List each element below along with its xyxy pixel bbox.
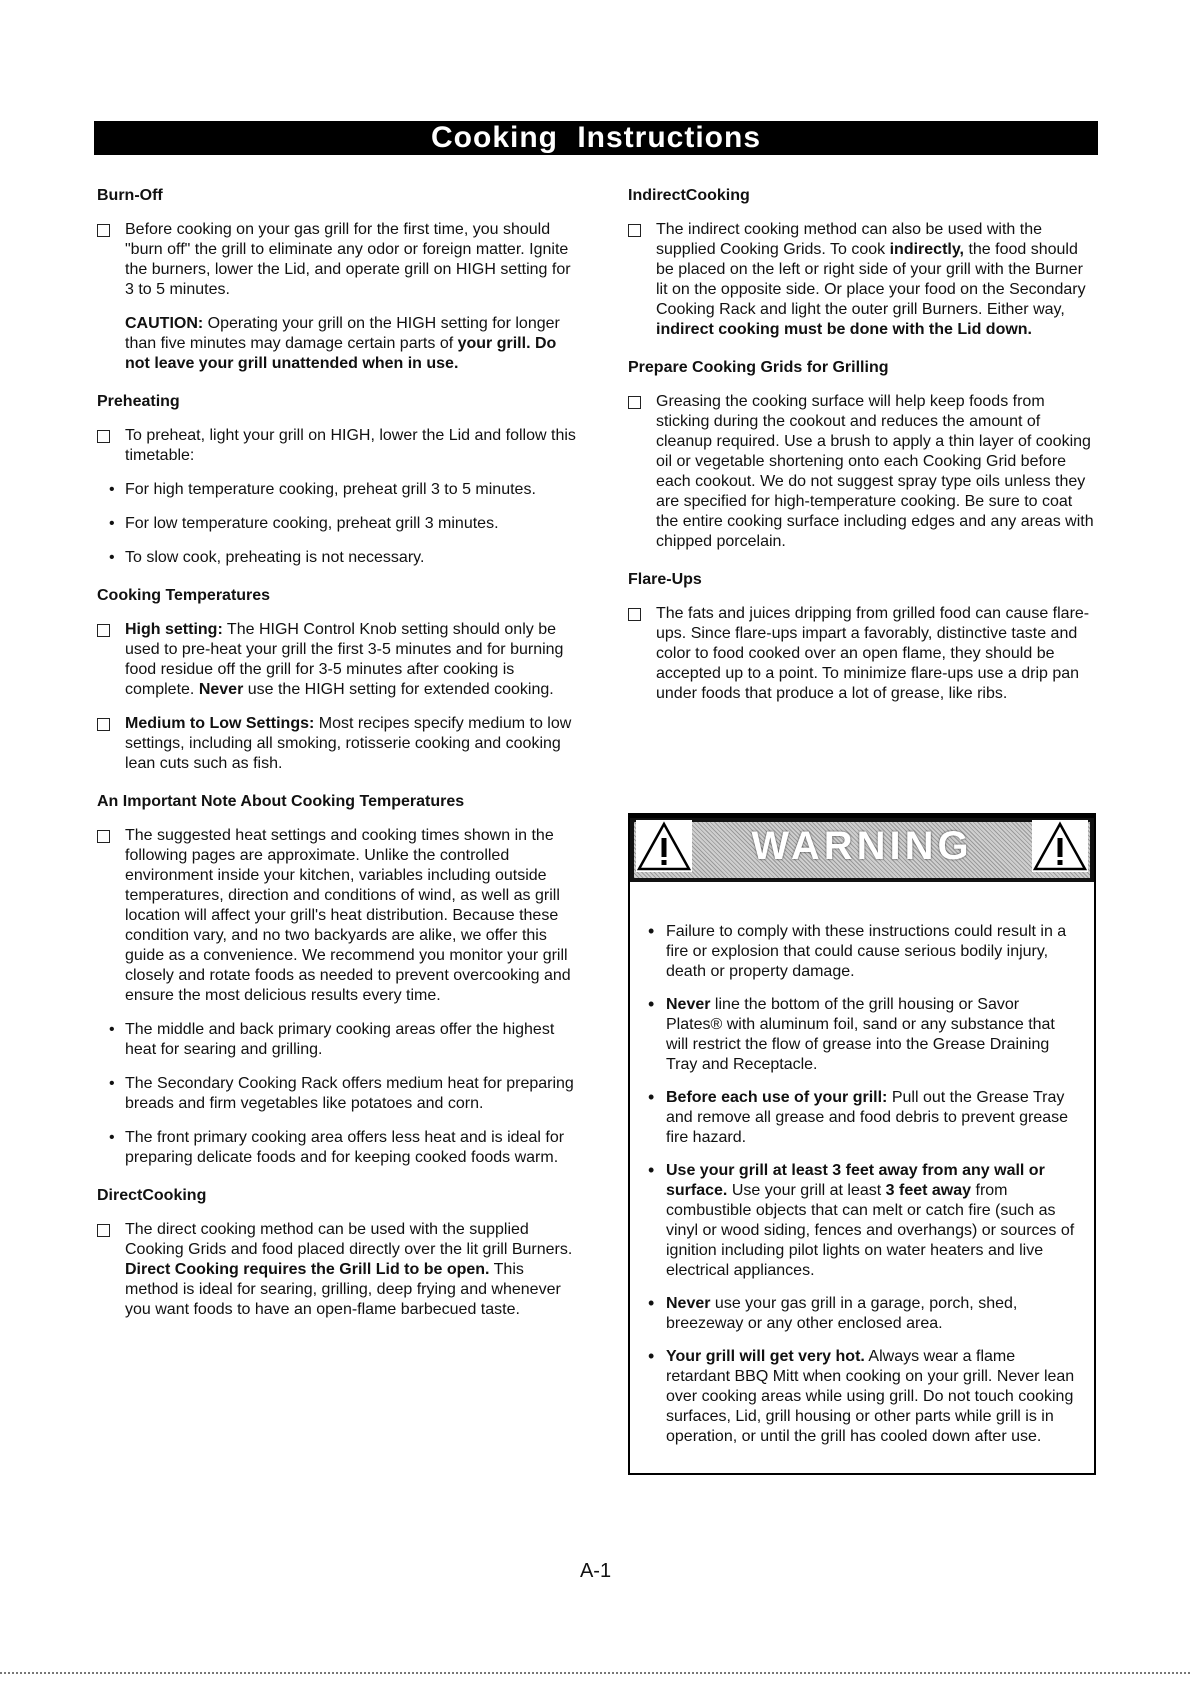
- list-item: [628, 220, 1098, 340]
- never-label: Never: [198, 681, 244, 698]
- bullet-text: The Secondary Cooking Rack offers medium heat for preparing breads and firm vegetables like potatoes and corn.: [125, 1075, 574, 1112]
- bullet-item: [97, 480, 577, 500]
- item-text: The HIGH Control Knob setting should only be used to pre-heat your grill the first 3-5 minutes and for burning food residue off the grill for 3-5 minutes after cooking is complete.: [125, 621, 564, 698]
- checkbox-icon: [628, 224, 641, 237]
- list-item: [97, 1220, 577, 1320]
- warning-text: from combustible objects that can melt or catch fire (such as vinyl or wood siding, fences and overhangs) or sources of ignition including pilot lights on water heaters and live electrical appliances.: [666, 1182, 1075, 1279]
- item-text: To preheat, light your grill on HIGH, lower the Lid and follow this timetable:: [125, 427, 576, 464]
- item-text: This method is ideal for searing, grilling, deep frying and whenever you want foods to have an open-flame barbecued taste.: [125, 1261, 561, 1318]
- bullet-item: [97, 1074, 577, 1114]
- medium-low-label: Medium to Low Settings:: [125, 715, 315, 732]
- bullet-icon: •: [648, 1087, 655, 1107]
- list-item: [97, 620, 577, 700]
- warning-bold: Your grill will get very hot.: [666, 1348, 865, 1365]
- warning-text: Pull out the Grease Tray and remove all grease and food debris to prevent grease fire hazard.: [666, 1089, 1069, 1146]
- section-title-prepare-grids: Prepare Cooking Grids for Grilling: [628, 359, 889, 376]
- bullet-item: [97, 1020, 577, 1060]
- warning-text: Failure to comply with these instructions could result in a fire or explosion that could cause serious bodily injury, death or property damage.: [666, 923, 1067, 980]
- checkbox-icon: [628, 608, 641, 621]
- warning-text: Always wear a flame retardant BBQ Mitt when cooking on your grill. Never lean over cooking areas while using grill. Do not touch cooking surfaces, Lid, grill housing or other parts while grill is in operation, or until the grill has cooled down after use.: [666, 1348, 1075, 1445]
- section-title-flare-ups: Flare-Ups: [628, 571, 702, 588]
- item-text: the food should be placed on the left or right side of your grill with the Burner lit on the opposite side. Or place your food on the Secondary Cooking Rack and light the outer grill Burners. Either way,: [656, 241, 1086, 318]
- warning-body: [630, 882, 1094, 1447]
- bullet-icon: •: [109, 481, 115, 498]
- bullet-text: The front primary cooking area offers less heat and is ideal for preparing delicate foods and for keeping cooked foods warm.: [125, 1129, 565, 1166]
- item-text: The fats and juices dripping from grilled food can cause flare-ups. Since flare-ups impart a favorably, distinctive taste and color to food cooked over an open flame, they should be accepted up to a point. To minimize flare-ups use a drip pan under foods that produce a lot of grease, like ribs.: [656, 605, 1090, 702]
- section-title-preheating: Preheating: [97, 393, 180, 410]
- page-number: A-1: [579, 1560, 612, 1582]
- warning-bullet: [644, 922, 1076, 982]
- bullet-text: For low temperature cooking, preheat grill 3 minutes.: [125, 515, 499, 532]
- item-text: The direct cooking method can be used with the supplied Cooking Grids and food placed directly over the lit grill Burners.: [125, 1221, 573, 1258]
- bullet-icon: •: [109, 1075, 115, 1092]
- warning-bold: 3 feet away: [885, 1182, 972, 1199]
- section-title-direct-cooking: DirectCooking: [97, 1187, 207, 1204]
- checkbox-icon: [97, 1224, 110, 1237]
- warning-bullet: [644, 995, 1076, 1075]
- item-text: The suggested heat settings and cooking times shown in the following pages are approximate. Unlike the controlled environment inside your kitchen, variables including outside temperatures, direction and conditions of wind, as well as grill location will affect your grill's heat distribution. Because these condition vary, and no two backyards are alike, we offer this guide as a convenience. We recommend you monitor your grill closely and rotate foods as needed to prevent overcooking and ensure the most delicious results every time.: [125, 827, 571, 1004]
- section-title-indirect-cooking: IndirectCooking: [628, 187, 750, 204]
- warning-text: line the bottom of the grill housing or Savor Plates® with aluminum foil, sand or any substance that will restrict the flow of grease into the Grease Draining Tray and Receptacle.: [666, 996, 1055, 1073]
- caution-text: Operating your grill on the HIGH setting for longer than five minutes may damage certain parts of: [125, 315, 560, 352]
- bullet-item: [97, 1128, 577, 1168]
- left-column: [97, 186, 577, 1334]
- bullet-icon: •: [648, 994, 655, 1014]
- bullet-icon: •: [648, 1346, 655, 1366]
- high-setting-label: High setting:: [125, 621, 223, 638]
- bullet-item: [97, 514, 577, 534]
- scan-edge-divider: [0, 1672, 1191, 1674]
- direct-cooking-bold: Direct Cooking requires the Grill Lid to be open.: [125, 1261, 490, 1278]
- warning-box: [628, 813, 1096, 1475]
- checkbox-icon: [97, 224, 110, 237]
- warning-bold: Never: [666, 1295, 711, 1312]
- page-title-banner: Cooking Instructions: [94, 121, 1098, 155]
- list-item: [628, 604, 1098, 704]
- item-text: Greasing the cooking surface will help keep foods from sticking during the cookout and reduces the amount of cleanup required. Use a brush to apply a thin layer of cooking oil or vegetable shortening onto each Cooking Grid before each cookout. We do not suggest spray type oils unless they are specified for high-temperature cooking. Be sure to coat the entire cooking surface including edges and any areas with chipped porcelain.: [656, 393, 1094, 550]
- warning-bullet: [644, 1347, 1076, 1447]
- bullet-icon: •: [648, 921, 655, 941]
- warning-bold: Never: [666, 996, 711, 1013]
- warning-text: Use your grill at least: [727, 1182, 886, 1199]
- item-text: use the HIGH setting for extended cooking.: [243, 681, 554, 698]
- caution-bold: your grill. Do not leave your grill unattended when in use.: [125, 335, 557, 372]
- list-item: [97, 826, 577, 1006]
- list-item: [628, 392, 1098, 552]
- item-text: The indirect cooking method can also be used with the supplied Cooking Grids. To cook: [656, 221, 1043, 258]
- warning-title: WARNING: [751, 824, 973, 868]
- list-item: [97, 220, 577, 300]
- checkbox-icon: [97, 624, 110, 637]
- bullet-icon: •: [109, 1021, 115, 1038]
- bullet-icon: •: [109, 1129, 115, 1146]
- item-text: Most recipes specify medium to low settings, including all smoking, rotisserie cooking and cooking lean cuts such as fish.: [125, 715, 572, 772]
- checkbox-icon: [97, 430, 110, 443]
- checkbox-icon: [97, 830, 110, 843]
- bullet-item: [97, 548, 577, 568]
- warning-bold: Use your grill at least 3 feet away from any wall or surface.: [666, 1162, 1045, 1199]
- warning-triangle-icon: [636, 820, 692, 872]
- item-text: Before cooking on your gas grill for the first time, you should "burn off" the grill to eliminate any odor or foreign matter. Ignite the burners, lower the Lid, and operate grill on HIGH setting for 3 to 5 minutes.: [125, 221, 571, 298]
- warning-bullet: [644, 1088, 1076, 1148]
- warning-bullet: [644, 1161, 1076, 1281]
- right-column: [628, 186, 1098, 718]
- bullet-icon: •: [648, 1293, 655, 1313]
- caution-label: CAUTION:: [125, 315, 204, 332]
- section-title-cooking-temperatures: Cooking Temperatures: [97, 587, 271, 604]
- checkbox-icon: [97, 718, 110, 731]
- bullet-icon: •: [648, 1160, 655, 1180]
- bullet-text: To slow cook, preheating is not necessary.: [125, 549, 425, 566]
- warning-bullet: [644, 1294, 1076, 1334]
- indirectly-bold: indirectly,: [889, 241, 964, 258]
- indirect-lid-bold: indirect cooking must be done with the Lid down.: [656, 321, 1032, 338]
- bullet-text: For high temperature cooking, preheat grill 3 to 5 minutes.: [125, 481, 536, 498]
- caution-note: [97, 314, 577, 374]
- checkbox-icon: [628, 396, 641, 409]
- list-item: [97, 426, 577, 466]
- bullet-icon: •: [109, 549, 115, 566]
- bullet-text: The middle and back primary cooking areas offer the highest heat for searing and grilling.: [125, 1021, 555, 1058]
- warning-text: use your gas grill in a garage, porch, shed, breezeway or any other enclosed area.: [666, 1295, 1018, 1332]
- list-item: [97, 714, 577, 774]
- warning-bold: Before each use of your grill:: [666, 1089, 888, 1106]
- warning-triangle-icon: [1032, 820, 1088, 872]
- section-title-burn-off: Burn-Off: [97, 187, 163, 204]
- section-title-important-note: An Important Note About Cooking Temperatures: [97, 793, 465, 810]
- bullet-icon: •: [109, 515, 115, 532]
- warning-header: [630, 813, 1094, 882]
